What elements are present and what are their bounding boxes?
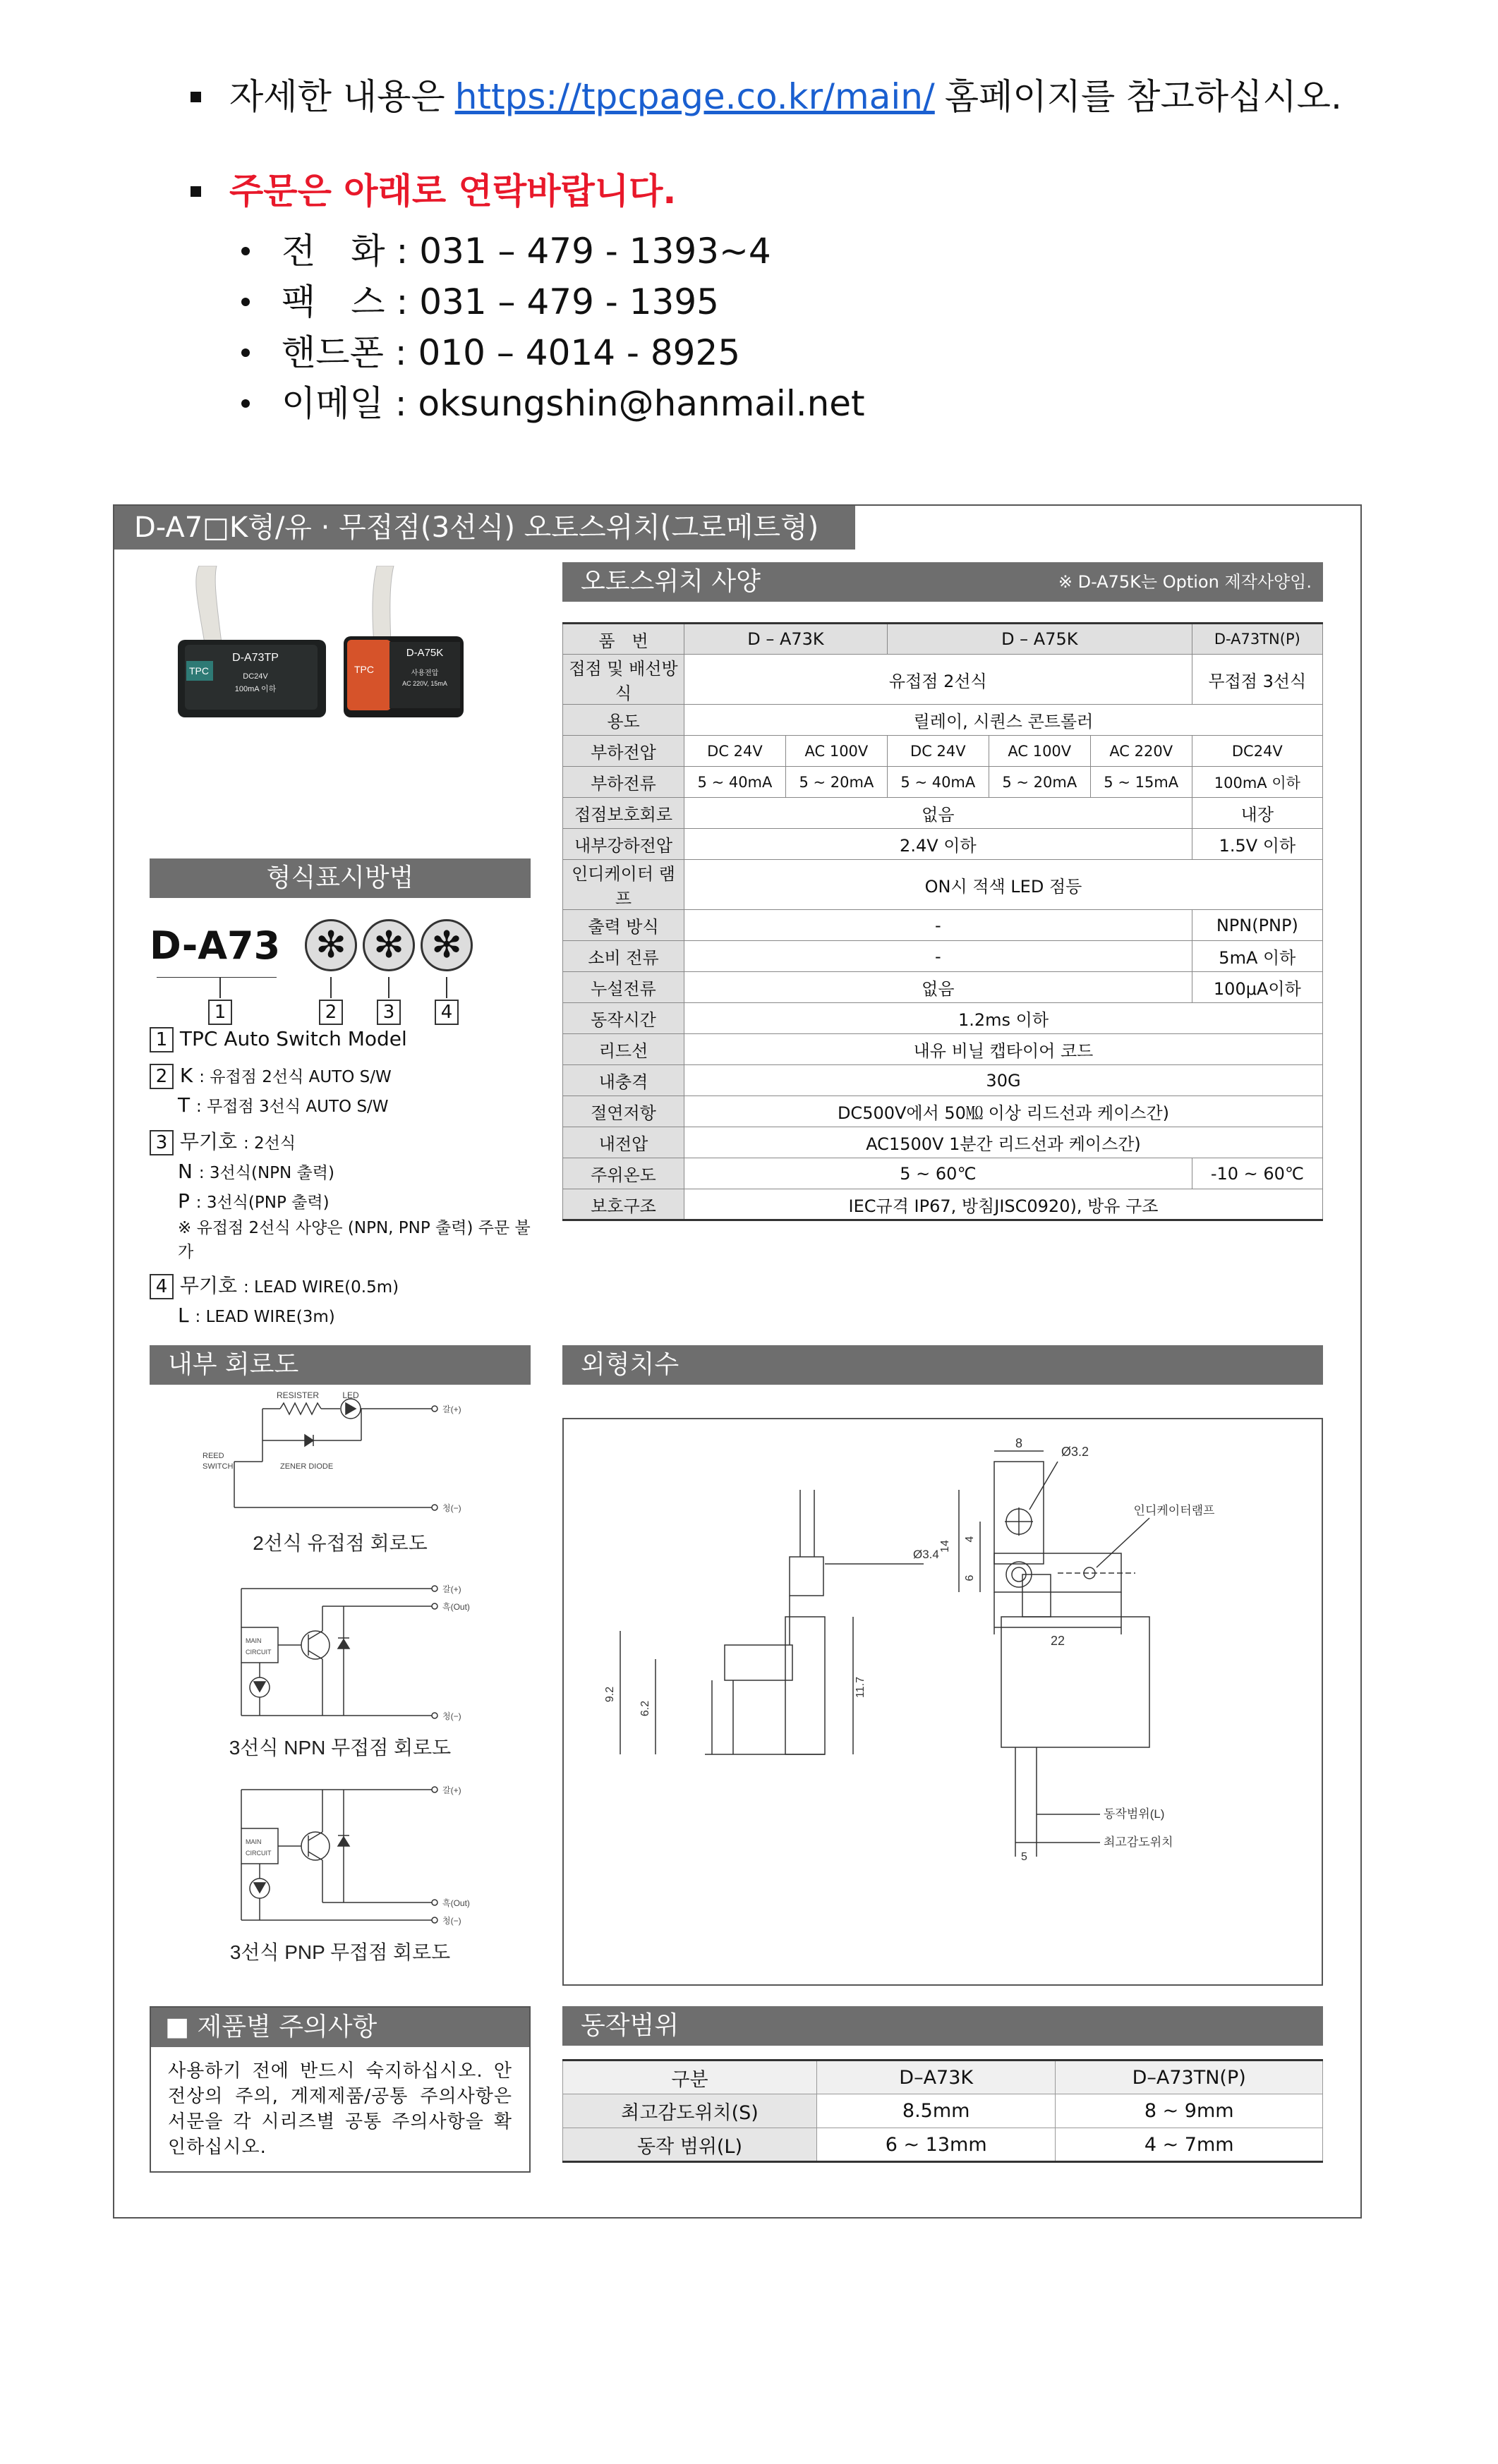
homepage-suffix: 홈페이지를 참고하십시오.: [944, 76, 1342, 117]
table-cell: 30G: [684, 1065, 1323, 1096]
table-cell: 5 ~ 40mA: [887, 767, 989, 798]
table-row: [563, 910, 1323, 941]
dim-6: 6: [964, 1574, 976, 1582]
table-cell: 8 ~ 9mm: [1056, 2094, 1323, 2128]
legend-key: T: [178, 1093, 191, 1117]
dim-9-2: 9.2: [604, 1686, 616, 1703]
table-cell: DC24V: [1192, 736, 1322, 767]
contact-info: [191, 71, 1390, 429]
table-cell: IEC규격 IP67, 방침JISC0920), 방유 구조: [684, 1189, 1323, 1220]
dim-4: 4: [964, 1536, 976, 1543]
table-row: [563, 798, 1323, 829]
table-cell: 내부강하전압: [563, 829, 684, 860]
best-position-label: 최고감도위치: [1104, 1835, 1173, 1849]
legend-item-3c: [178, 1187, 531, 1216]
table-cell: 5 ~ 20mA: [989, 767, 1090, 798]
table-cell: 100μA이하: [1192, 972, 1322, 1003]
table-row: [563, 1189, 1323, 1220]
model-option-circle: ✻: [421, 919, 473, 971]
table-cell: 동작시간: [563, 1003, 684, 1034]
table-cell: 용도: [563, 705, 684, 736]
dim-8: 8: [1015, 1436, 1023, 1450]
main-circuit-label-1: MAIN: [246, 1637, 262, 1644]
circuit-diagrams: [150, 1384, 531, 1991]
spec-note: ※ D-A75K는 Option 제작사양임.: [1058, 572, 1312, 592]
legend-text: : LEAD WIRE(3m): [195, 1308, 335, 1326]
dim-3-4: Ø3.4: [913, 1548, 939, 1561]
table-cell: D–A73TN(P): [1056, 2061, 1323, 2094]
dims-header: 외형치수: [562, 1345, 1323, 1385]
homepage-link[interactable]: https://tpcpage.co.kr/main/: [454, 76, 935, 117]
table-row: [563, 655, 1323, 705]
catalog-title: D-A7□K형/유 · 무접점(3선식) 오토스위치(그로메트형): [114, 506, 855, 550]
table-cell: 접점 및 배선방식: [563, 655, 684, 705]
model-num-3: 3: [377, 1000, 401, 1025]
table-row: [563, 767, 1323, 798]
spec-table: [562, 622, 1323, 1221]
model-num-2: 2: [319, 1000, 343, 1025]
table-cell: AC 100V: [785, 736, 887, 767]
model-option-circle: ✻: [305, 919, 357, 971]
legend-text: : LEAD WIRE(0.5m): [243, 1278, 399, 1297]
legend-num: 1: [150, 1027, 174, 1052]
table-cell: 구분: [563, 2061, 817, 2094]
table-cell: 소비 전류: [563, 941, 684, 972]
legend-key: P: [178, 1189, 190, 1213]
table-cell: DC500V에서 50㏁ 이상 리드선과 케이스간): [684, 1096, 1323, 1127]
table-row: [563, 860, 1323, 910]
brown-plus-label: 갈(+): [442, 1785, 461, 1795]
main-circuit-label-2: CIRCUIT: [246, 1850, 272, 1857]
table-cell: AC 100V: [989, 736, 1090, 767]
model-legend: [150, 1024, 531, 1330]
table-row: [563, 1003, 1323, 1034]
table-cell: 없음: [684, 972, 1192, 1003]
legend-key: N: [178, 1160, 193, 1183]
table-cell: 5 ~ 15mA: [1090, 767, 1192, 798]
circuit-header: 내부 회로도: [150, 1345, 531, 1385]
contact-phone-text: 전 화 : 031 – 479 - 1393~4: [282, 231, 771, 272]
reed-label-1: REED: [203, 1452, 224, 1460]
catalog-panel: [113, 504, 1362, 2219]
dot-bullet-icon: [241, 247, 250, 255]
resister-label: RESISTER: [276, 1390, 320, 1400]
model-header: 형식표시방법: [150, 858, 531, 898]
legend-item-3: [150, 1127, 531, 1157]
legend-key: K: [179, 1064, 193, 1087]
model-num-4: 4: [435, 1000, 459, 1025]
table-cell: 5 ~ 40mA: [684, 767, 786, 798]
table-cell: 부하전압: [563, 736, 684, 767]
circuit-caption-npn: 3선식 NPN 무접점 회로도: [229, 1737, 452, 1759]
legend-item-2b: [178, 1091, 531, 1120]
caution-header: ■ 제품별 주의사항: [151, 2008, 529, 2047]
black-out-label: 흑(Out): [442, 1898, 470, 1908]
table-cell: -: [684, 941, 1192, 972]
table-cell: 절연저항: [563, 1096, 684, 1127]
circuit-caption-2wire: 2선식 유접점 회로도: [253, 1532, 428, 1554]
legend-text: : 3선식(PNP 출력): [195, 1194, 330, 1212]
table-cell: 2.4V 이하: [684, 829, 1192, 860]
legend-text: TPC Auto Switch Model: [179, 1027, 407, 1050]
table-cell: AC 220V: [1090, 736, 1192, 767]
legend-item-2: [150, 1061, 531, 1091]
table-cell: D–A73K: [817, 2061, 1056, 2094]
photo-model-right: D-A75K: [406, 647, 444, 659]
table-row: [563, 1065, 1323, 1096]
photo-spec-right-2: AC 220V, 15mA: [402, 680, 447, 687]
legend-item-3b: [178, 1157, 531, 1187]
table-cell: D – A73K: [684, 624, 888, 655]
table-cell: NPN(PNP): [1192, 910, 1322, 941]
dim-5: 5: [1021, 1851, 1027, 1863]
legend-text: : 2선식: [243, 1134, 296, 1153]
legend-num: 3: [150, 1130, 174, 1155]
photo-brand-left: TPC: [189, 665, 209, 676]
legend-text: : 유접점 2선식 AUTO S/W: [199, 1068, 392, 1086]
range-header: 동작범위: [562, 2006, 1323, 2046]
caution-text: 사용하기 전에 반드시 숙지하십시오. 안전상의 주의, 게제제품/공통 주의사항은 서문을 각 시리즈별 공통 주의사항을 확인하십시오.: [168, 2061, 512, 2158]
main-circuit-label-1: MAIN: [246, 1838, 262, 1845]
spec-header-title: 오토스위치 사양: [581, 567, 761, 596]
led-label: LED: [342, 1390, 359, 1400]
table-cell: 누설전류: [563, 972, 684, 1003]
range-table: [562, 2059, 1323, 2163]
dim-6-2: 6.2: [639, 1700, 651, 1717]
table-cell: AC1500V 1분간 리드선과 케이스간): [684, 1127, 1323, 1158]
table-row: [563, 624, 1323, 655]
photo-spec-right-1: 사용전압: [411, 669, 439, 677]
model-notation: [150, 914, 531, 1029]
main-circuit-label-2: CIRCUIT: [246, 1649, 272, 1656]
table-cell: 5mA 이하: [1192, 941, 1322, 972]
table-cell: 리드선: [563, 1034, 684, 1065]
table-row: [563, 2061, 1323, 2094]
homepage-prefix: 자세한 내용은: [229, 76, 445, 117]
brown-plus-label: 갈(+): [442, 1404, 461, 1414]
table-cell: 릴레이, 시퀀스 콘트롤러: [684, 705, 1323, 736]
model-num-1: 1: [208, 1000, 232, 1025]
table-cell: 유접점 2선식: [684, 655, 1192, 705]
reed-label-2: SWITCH: [203, 1462, 234, 1471]
table-cell: ON시 적색 LED 점등: [684, 860, 1323, 910]
legend-note: ※ 유접점 2선식 사양은 (NPN, PNP 출력) 주문 불가: [178, 1219, 531, 1261]
table-cell: 품 번: [563, 624, 684, 655]
dim-14: 14: [939, 1540, 951, 1553]
brown-plus-label: 갈(+): [442, 1584, 461, 1594]
table-row: [563, 1096, 1323, 1127]
model-code-row: [150, 914, 531, 977]
table-row: [563, 1158, 1323, 1189]
table-cell: 접점보호회로: [563, 798, 684, 829]
contact-list: [241, 226, 1390, 429]
table-cell: 1.2ms 이하: [684, 1003, 1323, 1034]
table-row: [563, 2094, 1323, 2128]
table-cell: 6 ~ 13mm: [817, 2128, 1056, 2162]
contact-email: [241, 378, 1390, 429]
order-line: [191, 165, 1390, 217]
homepage-line: [191, 71, 1390, 123]
dim-3-2: Ø3.2: [1061, 1445, 1089, 1459]
table-cell: -: [684, 910, 1192, 941]
dimension-svg: [564, 1419, 1322, 1984]
contact-fax: [241, 277, 1390, 327]
photo-spec-left-2: 100mA 이하: [234, 685, 277, 693]
table-row: [563, 941, 1323, 972]
model-code: D-A73: [150, 923, 281, 968]
table-cell: 동작 범위(L): [563, 2128, 817, 2162]
table-cell: 보호구조: [563, 1189, 684, 1220]
legend-num: 4: [150, 1274, 174, 1299]
table-cell: D-A73TN(P): [1192, 624, 1322, 655]
table-cell: 출력 방식: [563, 910, 684, 941]
contact-fax-text: 팩 스 : 031 – 479 - 1395: [282, 281, 719, 322]
table-row: [563, 829, 1323, 860]
table-cell: 100mA 이하: [1192, 767, 1322, 798]
table-cell: 1.5V 이하: [1192, 829, 1322, 860]
table-cell: 4 ~ 7mm: [1056, 2128, 1323, 2162]
dot-bullet-icon: [241, 348, 250, 357]
blue-minus-label: 청(−): [442, 1503, 461, 1513]
legend-item-4b: [178, 1301, 531, 1330]
contact-mobile: [241, 327, 1390, 378]
zener-label: ZENER DIODE: [280, 1462, 334, 1471]
table-cell: 인디케이터 램프: [563, 860, 684, 910]
table-cell: 5 ~ 20mA: [785, 767, 887, 798]
photo-brand-right: TPC: [354, 664, 374, 675]
table-cell: 8.5mm: [817, 2094, 1056, 2128]
table-row: [563, 1127, 1323, 1158]
table-row: [563, 705, 1323, 736]
table-row: [563, 1034, 1323, 1065]
table-cell: 최고감도위치(S): [563, 2094, 817, 2128]
table-cell: 내충격: [563, 1065, 684, 1096]
square-bullet-icon: [191, 92, 201, 102]
photo-model-left: D-A73TP: [232, 652, 279, 664]
operating-range-label: 동작범위(L): [1104, 1807, 1165, 1821]
circuit-2wire: [234, 1399, 437, 1510]
contact-mobile-text: 핸드폰 : 010 – 4014 - 8925: [282, 332, 741, 373]
table-cell: 5 ~ 60℃: [684, 1158, 1192, 1189]
blue-minus-label: 청(−): [442, 1916, 461, 1926]
table-cell: 부하전류: [563, 767, 684, 798]
legend-item-1: [150, 1024, 531, 1054]
legend-text: : 3선식(NPN 출력): [198, 1164, 334, 1182]
legend-key: 무기호: [179, 1130, 238, 1153]
indicator-lamp-label: 인디케이터램프: [1133, 1504, 1215, 1517]
table-row: [563, 972, 1323, 1003]
table-row: [563, 736, 1323, 767]
legend-item-4: [150, 1271, 531, 1301]
table-cell: 없음: [684, 798, 1192, 829]
circuit-caption-pnp: 3선식 PNP 무접점 회로도: [229, 1941, 451, 1963]
circuit-svg: [150, 1384, 531, 1991]
black-out-label: 흑(Out): [442, 1602, 470, 1612]
dimension-drawing: [562, 1418, 1323, 1986]
dot-bullet-icon: [241, 298, 250, 306]
blue-minus-label: 청(−): [442, 1711, 461, 1721]
table-cell: -10 ~ 60℃: [1192, 1158, 1322, 1189]
spec-header: [562, 562, 1323, 602]
table-cell: 주위온도: [563, 1158, 684, 1189]
legend-key: L: [178, 1304, 189, 1327]
contact-email-text: 이메일 : oksungshin@hanmail.net: [282, 383, 865, 424]
dot-bullet-icon: [241, 399, 250, 408]
order-title: 주문은 아래로 연락바랍니다.: [229, 171, 677, 212]
legend-text: : 무접점 3선식 AUTO S/W: [196, 1098, 389, 1116]
model-option-circle: ✻: [363, 919, 415, 971]
legend-num: 2: [150, 1064, 174, 1089]
product-photo: [150, 566, 517, 777]
contact-phone: [241, 226, 1390, 277]
table-cell: 내유 비닐 캡타이어 코드: [684, 1034, 1323, 1065]
table-row: [563, 2128, 1323, 2162]
photo-spec-left-1: DC24V: [243, 672, 268, 681]
square-bullet-icon: [191, 186, 201, 197]
table-cell: 내장: [1192, 798, 1322, 829]
table-cell: DC 24V: [684, 736, 786, 767]
caution-box: [150, 2006, 531, 2173]
table-cell: 내전압: [563, 1127, 684, 1158]
table-cell: 무접점 3선식: [1192, 655, 1322, 705]
dim-11-7: 11.7: [854, 1677, 866, 1698]
table-cell: DC 24V: [887, 736, 989, 767]
legend-key: 무기호: [179, 1274, 238, 1297]
table-cell: D – A75K: [887, 624, 1192, 655]
dim-22: 22: [1050, 1634, 1065, 1648]
